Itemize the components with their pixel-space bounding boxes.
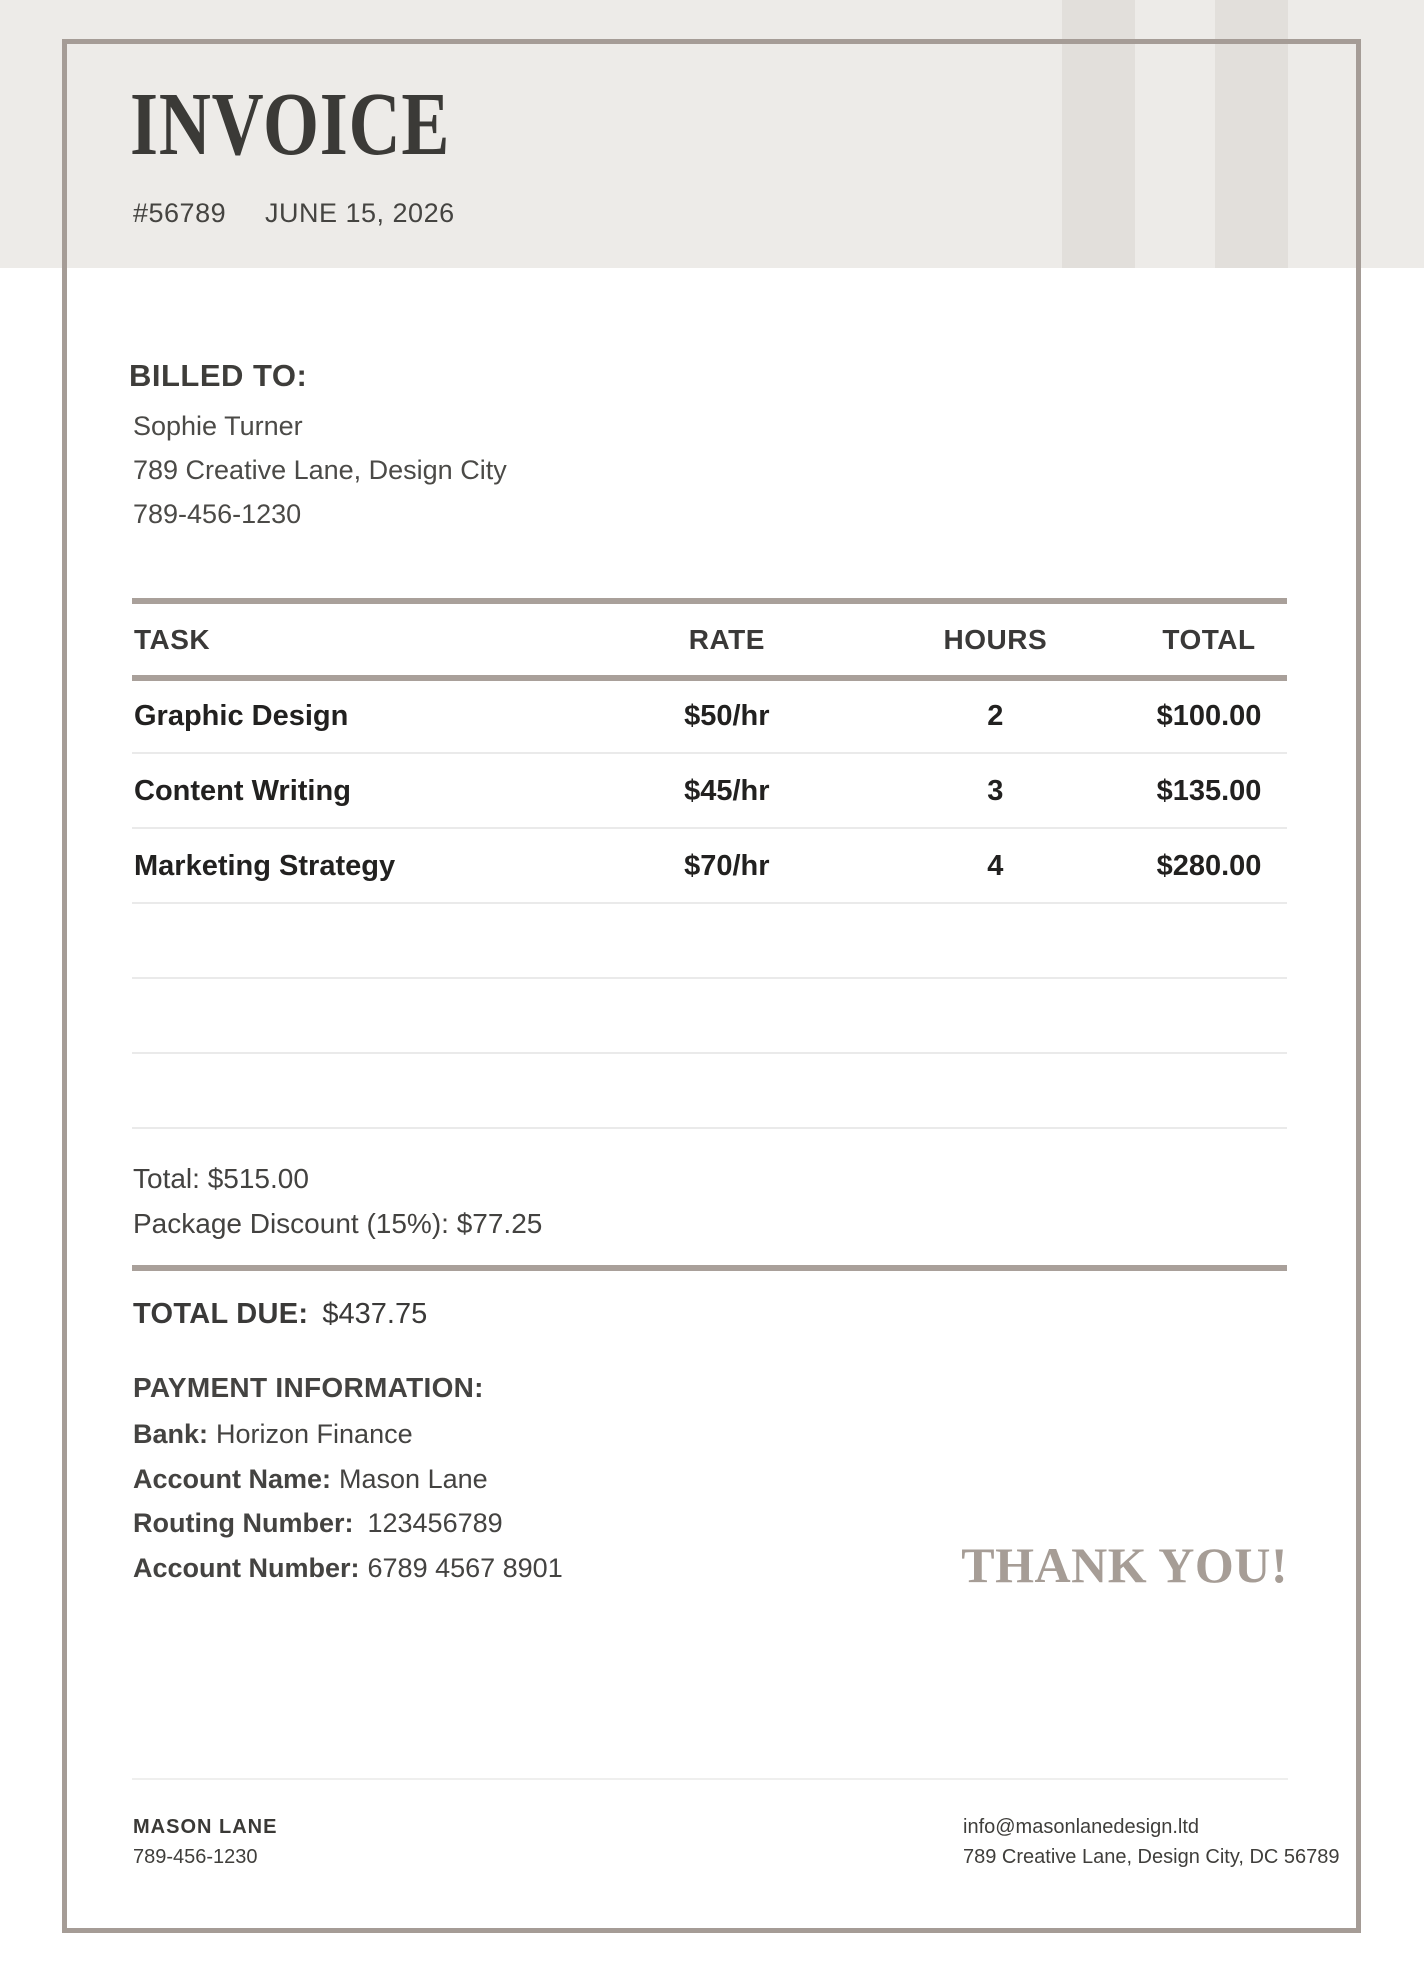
row-divider — [132, 902, 1287, 904]
footer-company: MASON LANE — [133, 1816, 278, 1838]
cell-rate: $45/hr — [684, 774, 770, 807]
account-name-label: Account Name: — [133, 1464, 332, 1494]
bank-value: Horizon Finance — [216, 1419, 413, 1449]
cell-total: $100.00 — [1156, 699, 1262, 732]
table-header-row — [132, 604, 1287, 675]
cell-rate: $70/hr — [684, 849, 770, 882]
routing-number-line — [133, 1508, 503, 1539]
empty-row-divider — [132, 1127, 1287, 1129]
client-address: 789 Creative Lane, Design City — [133, 455, 507, 485]
total-due-line — [133, 1298, 427, 1331]
cell-task: Content Writing — [134, 774, 351, 807]
total-due-value: $437.75 — [322, 1298, 428, 1330]
footer-address: 789 Creative Lane, Design City, DC 56789 — [963, 1846, 1340, 1868]
footer-divider — [132, 1778, 1288, 1780]
col-header-total: TOTAL — [1162, 623, 1256, 655]
header-stripe-left — [1062, 0, 1135, 268]
bank-line — [133, 1419, 413, 1450]
cell-hours: 4 — [987, 849, 1004, 882]
table-row — [132, 679, 1287, 753]
total-due-label: TOTAL DUE: — [133, 1298, 309, 1330]
account-number-label: Account Number: — [133, 1553, 360, 1583]
routing-number-label: Routing Number: — [133, 1508, 354, 1538]
total-due-rule — [132, 1265, 1287, 1271]
discount-line: Package Discount (15%): $77.25 — [133, 1208, 543, 1239]
cell-rate: $50/hr — [684, 699, 770, 732]
invoice-date: JUNE 15, 2026 — [265, 198, 455, 228]
payment-info-heading: PAYMENT INFORMATION: — [133, 1372, 484, 1403]
empty-row-divider — [132, 1052, 1287, 1054]
account-number-value: 6789 4567 8901 — [367, 1553, 563, 1583]
client-phone: 789-456-1230 — [133, 499, 302, 529]
account-number-line — [133, 1553, 563, 1584]
header-stripe-right — [1215, 0, 1288, 268]
empty-row-divider — [132, 977, 1287, 979]
routing-number-value: 123456789 — [367, 1508, 503, 1538]
table-row — [132, 754, 1287, 828]
page-border-frame — [62, 39, 1361, 1933]
footer-phone: 789-456-1230 — [133, 1846, 258, 1868]
invoice-number: #56789 — [133, 198, 227, 228]
col-header-hours: HOURS — [943, 623, 1048, 655]
bank-label: Bank: — [133, 1419, 209, 1449]
table-row — [132, 829, 1287, 903]
col-header-task: TASK — [134, 623, 211, 655]
cell-hours: 3 — [987, 774, 1004, 807]
cell-total: $280.00 — [1156, 849, 1262, 882]
client-name: Sophie Turner — [133, 411, 303, 441]
cell-task: Marketing Strategy — [134, 849, 396, 882]
page-title: INVOICE — [130, 75, 451, 174]
cell-task: Graphic Design — [134, 699, 349, 732]
col-header-rate: RATE — [688, 623, 765, 655]
account-name-value: Mason Lane — [339, 1464, 488, 1494]
cell-hours: 2 — [987, 699, 1004, 732]
thank-you-text: THANK YOU! — [961, 1537, 1288, 1593]
subtotal-line: Total: $515.00 — [133, 1163, 309, 1194]
account-name-line — [133, 1464, 488, 1495]
footer-email: info@masonlanedesign.ltd — [963, 1816, 1200, 1838]
cell-total: $135.00 — [1156, 774, 1262, 807]
billed-to-heading: BILLED TO: — [129, 358, 308, 393]
